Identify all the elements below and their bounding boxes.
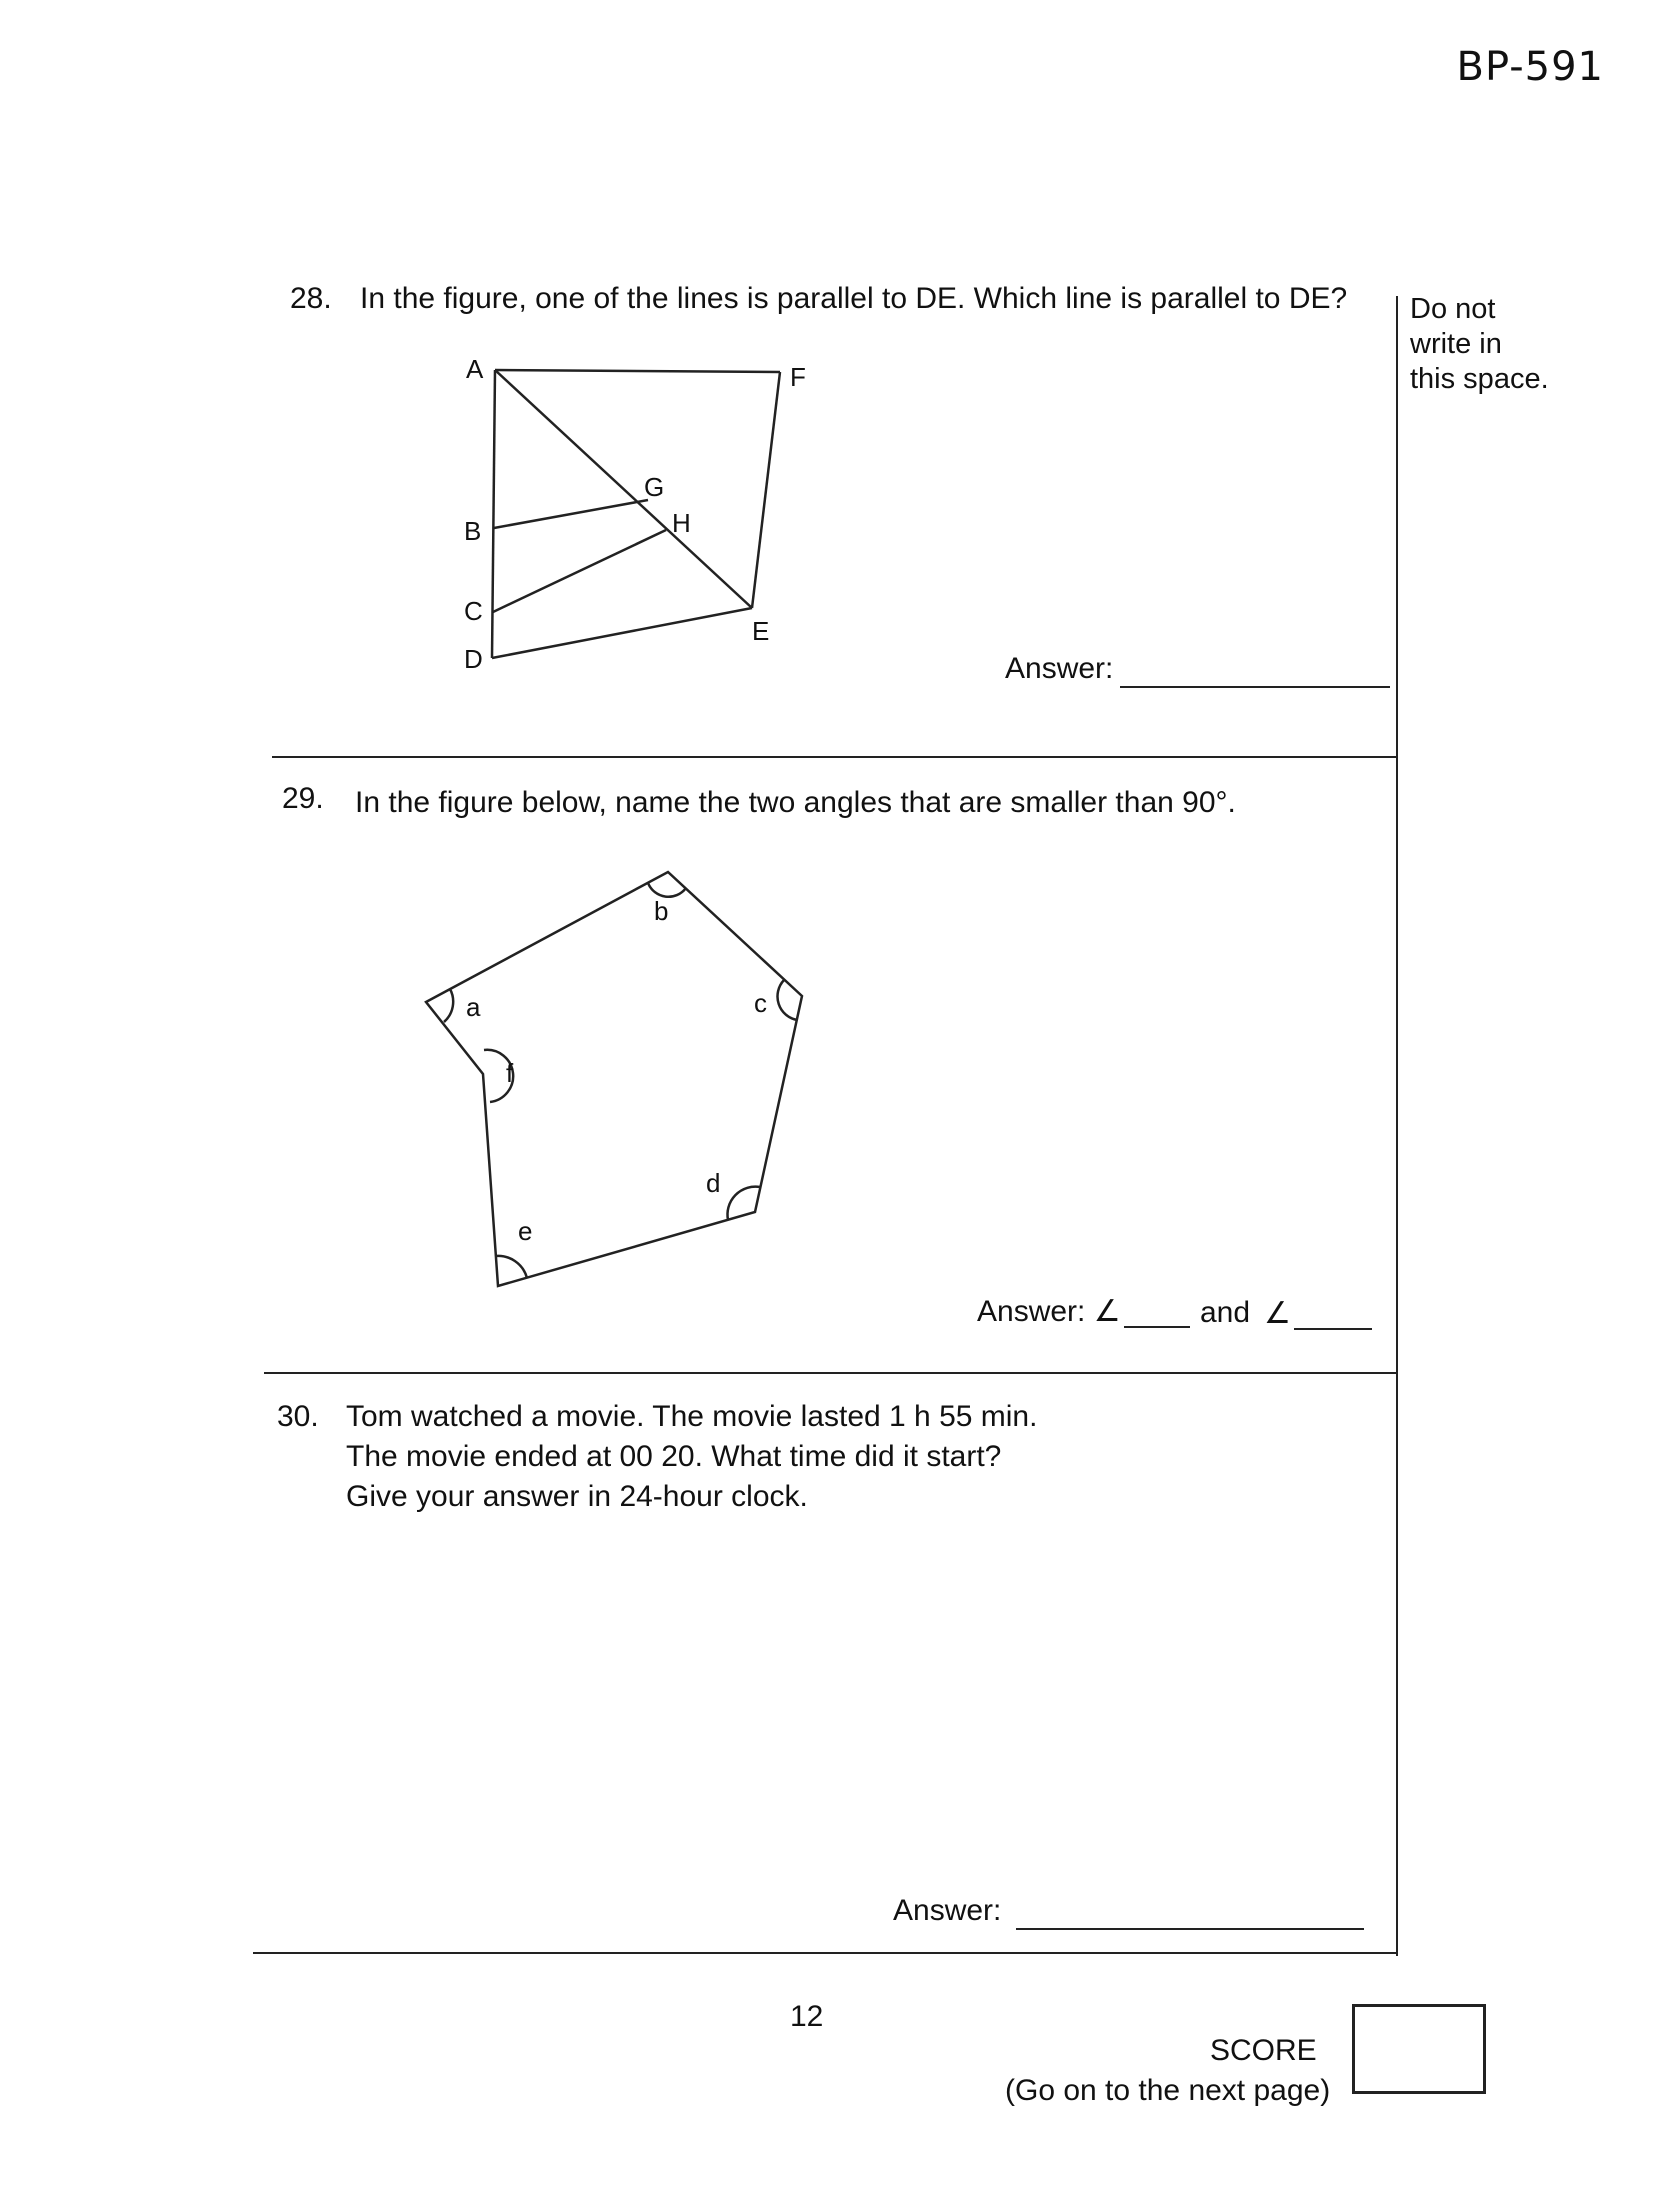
question-29-answer-field-1[interactable] bbox=[1124, 1326, 1190, 1328]
angle-label-c: c bbox=[754, 988, 767, 1018]
question-30-number: 30. bbox=[277, 1400, 319, 1433]
question-30-line-3: Give your answer in 24-hour clock. bbox=[346, 1480, 808, 1513]
question-29-text: In the figure below, name the two angles that are smaller than 90°. bbox=[355, 786, 1236, 819]
question-30-answer-field[interactable] bbox=[1016, 1928, 1364, 1930]
question-29-number: 29. bbox=[282, 782, 324, 815]
figure-28-quadrilateral bbox=[440, 350, 840, 690]
point-label-h: H bbox=[672, 508, 691, 538]
angle-label-d: d bbox=[706, 1168, 721, 1198]
angle-arc-e bbox=[495, 1256, 527, 1278]
segment-bg bbox=[494, 500, 648, 528]
segment-af bbox=[495, 370, 780, 372]
section-divider-30 bbox=[253, 1952, 1398, 1954]
segment-fe bbox=[752, 372, 780, 608]
question-30-answer-label: Answer: bbox=[893, 1894, 1002, 1927]
point-label-d: D bbox=[464, 644, 483, 674]
section-divider-29 bbox=[264, 1372, 1398, 1374]
point-label-b: B bbox=[464, 516, 482, 546]
question-30-line-1: Tom watched a movie. The movie lasted 1 h 55 min. bbox=[346, 1400, 1038, 1433]
hexagon-outline bbox=[426, 872, 802, 1286]
segment-de bbox=[492, 608, 752, 658]
figure-29-hexagon bbox=[410, 860, 830, 1300]
question-28-number: 28. bbox=[290, 282, 332, 315]
angle-arc-a bbox=[444, 989, 453, 1022]
document-code: BP-591 bbox=[1456, 44, 1604, 90]
angle-arc-c bbox=[777, 980, 797, 1020]
angle-label-e: e bbox=[518, 1216, 533, 1246]
question-30-line-2: The movie ended at 00 20. What time did it start? bbox=[346, 1440, 1002, 1473]
angle-label-a: a bbox=[466, 992, 481, 1022]
point-label-g: G bbox=[644, 472, 665, 502]
question-29-answer-field-2[interactable] bbox=[1294, 1328, 1372, 1330]
segment-ad bbox=[492, 370, 495, 658]
question-29-angle-symbol-2: ∠ bbox=[1264, 1297, 1291, 1330]
question-29-and-label: and bbox=[1200, 1296, 1251, 1329]
question-29-answer-label: Answer: ∠ bbox=[977, 1295, 1121, 1328]
angle-label-b: b bbox=[654, 896, 669, 926]
next-page-note: (Go on to the next page) bbox=[1005, 2074, 1331, 2107]
question-28-answer-label: Answer: bbox=[1005, 652, 1114, 685]
margin-divider bbox=[1396, 296, 1398, 1956]
margin-note: Do not write in this space. bbox=[1410, 293, 1549, 395]
section-divider-28 bbox=[272, 756, 1398, 758]
question-28-answer-field[interactable] bbox=[1120, 686, 1390, 688]
segment-ch bbox=[493, 530, 666, 612]
point-label-f: F bbox=[790, 362, 806, 392]
segment-ae bbox=[495, 370, 752, 608]
angle-label-f: f bbox=[506, 1058, 514, 1088]
point-label-c: C bbox=[464, 596, 483, 626]
point-label-e: E bbox=[752, 616, 770, 646]
question-28-text: In the figure, one of the lines is parallel to DE. Which line is parallel to DE? bbox=[360, 282, 1348, 315]
point-label-a: A bbox=[466, 354, 484, 384]
score-box[interactable] bbox=[1352, 2004, 1486, 2094]
score-label: SCORE bbox=[1210, 2034, 1317, 2067]
page-number: 12 bbox=[790, 2000, 824, 2033]
